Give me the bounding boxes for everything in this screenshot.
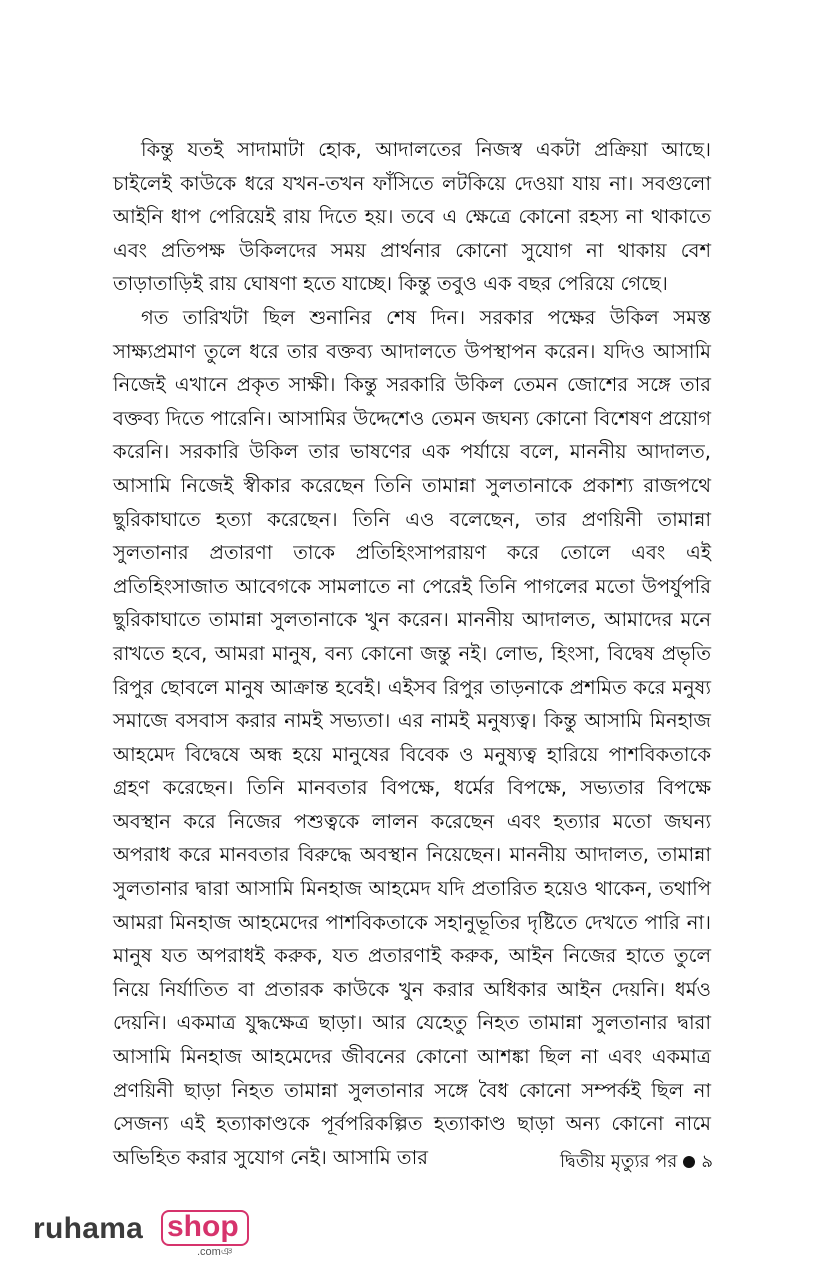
logo-domain: .comঞ: [197, 1246, 233, 1258]
paragraph-1: কিন্তু যতই সাদামাটা হোক, আদালতের নিজস্ব একটা প্রক্রিয়া আছে। চাইলেই কাউকে ধরে যখন-তখন ফাঁসিতে লটকিয়ে দেওয়া যায় না। সবগুলো আইনি ধাপ পেরিয়েই রায় দিতে হয়। তবে এ ক্ষেত্রে কোনো রহস্য না থাকাতে এবং প্রতিপক্ষ উকিলদের সময় প্রার্থনার কোনো সুযোগ না থাকায় বেশ তাড়াতাড়িই রায় ঘোষণা হতে যাচ্ছে। কিন্তু তবুও এক বছর পেরিয়ে গেছে।: [113, 138, 711, 296]
logo-brand-shop: shop: [167, 1210, 239, 1243]
page-footer: [560, 1150, 713, 1174]
running-title: দ্বিতীয় মৃত্যুর পর: [560, 1151, 678, 1172]
bullet-icon: [683, 1156, 695, 1168]
page-number: ৯: [701, 1151, 713, 1172]
paragraph-2: গত তারিখটা ছিল শুনানির শেষ দিন। সরকার পক্ষের উকিল সমস্ত সাক্ষ্যপ্রমাণ তুলে ধরে তার বক্তব্য আদালতে উপস্থাপন করেন। যদিও আসামি নিজেই এখানে প্রকৃত সাক্ষী। কিন্তু সরকারি উকিল তেমন জোশের সঙ্গে তার বক্তব্য দিতে পারেনি। আসামির উদ্দেশেও তেমন জঘন্য কোনো বিশেষণ প্রয়োগ করেনি। সরকারি উকিল তার ভাষণের এক পর্যায়ে বলে, মাননীয় আদালত, আসামি নিজেই স্বীকার করেছেন তিনি তামান্না সুলতানাকে প্রকাশ্য রাজপথে ছুরিকাঘাতে হত্যা করেছেন। তিনি এও বলেছেন, তার প্রণয়িনী তামান্না সুলতানার প্রতারণা তাকে প্রতিহিংসাপরায়ণ করে তোলে এবং এই প্রতিহিংসাজাত আবেগকে সামলাতে না পেরেই তিনি পাগলের মতো উপর্যুপরি ছুরিকাঘাতে তামান্না সুলতানাকে খুন করেন। মাননীয় আদালত, আমাদের মনে রাখতে হবে, আমরা মানুষ, বন্য কোনো জন্তু নই। লোভ, হিংসা, বিদ্বেষ প্রভৃতি রিপুর ছোবলে মানুষ আক্রান্ত হবেই। এইসব রিপুর তাড়নাকে প্রশমিত করে মনুষ্য সমাজে বসবাস করার নামই সভ্যতা। এর নামই মনুষ্যত্ব। কিন্তু আসামি মিনহাজ আহমেদ বিদ্বেষে অন্ধ হয়ে মানুষের বিবেক ও মনুষ্যত্ব হারিয়ে পাশবিকতাকে গ্রহণ করেছেন। তিনি মানবতার বিপক্ষে, ধর্মের বিপক্ষে, সভ্যতার বিপক্ষে অবস্থান করে নিজের পশুত্বকে লালন করেছেন এবং হত্যার মতো জঘন্য অপরাধ করে মানবতার বিরুদ্ধে অবস্থান নিয়েছেন। মাননীয় আদালত, তামান্না সুলতানার দ্বারা আসামি মিনহাজ আহমেদ যদি প্রতারিত হয়েও থাকেন, তথাপি আমরা মিনহাজ আহমেদের পাশবিকতাকে সহানুভূতির দৃষ্টিতে দেখতে পারি না। মানুষ যত অপরাধই করুক, যত প্রতারণাই করুক, আইন নিজের হাতে তুলে নিয়ে নির্যাতিত বা প্রতারক কাউকে খুন করার অধিকার আইন দেয়নি। ধর্মও দেয়নি। একমাত্র যুদ্ধক্ষেত্র ছাড়া। আর যেহেতু নিহত তামান্না সুলতানার দ্বারা আসামি মিনহাজ আহমেদের জীবনের কোনো আশঙ্কা ছিল না এবং একমাত্র প্রণয়িনী ছাড়া নিহত তামান্না সুলতানার সঙ্গে বৈধ কোনো সম্পর্কই ছিল না সেজন্য এই হত্যাকাণ্ডকে পূর্বপরিকল্পিত হত্যাকাণ্ড ছাড়া অন্য কোনো নামে অভিহিত করার সুযোগ নেই। আসামি তার: [113, 305, 711, 1169]
logo-brand-ruhama: ruhama: [33, 1212, 144, 1245]
body-text: [113, 133, 711, 1174]
